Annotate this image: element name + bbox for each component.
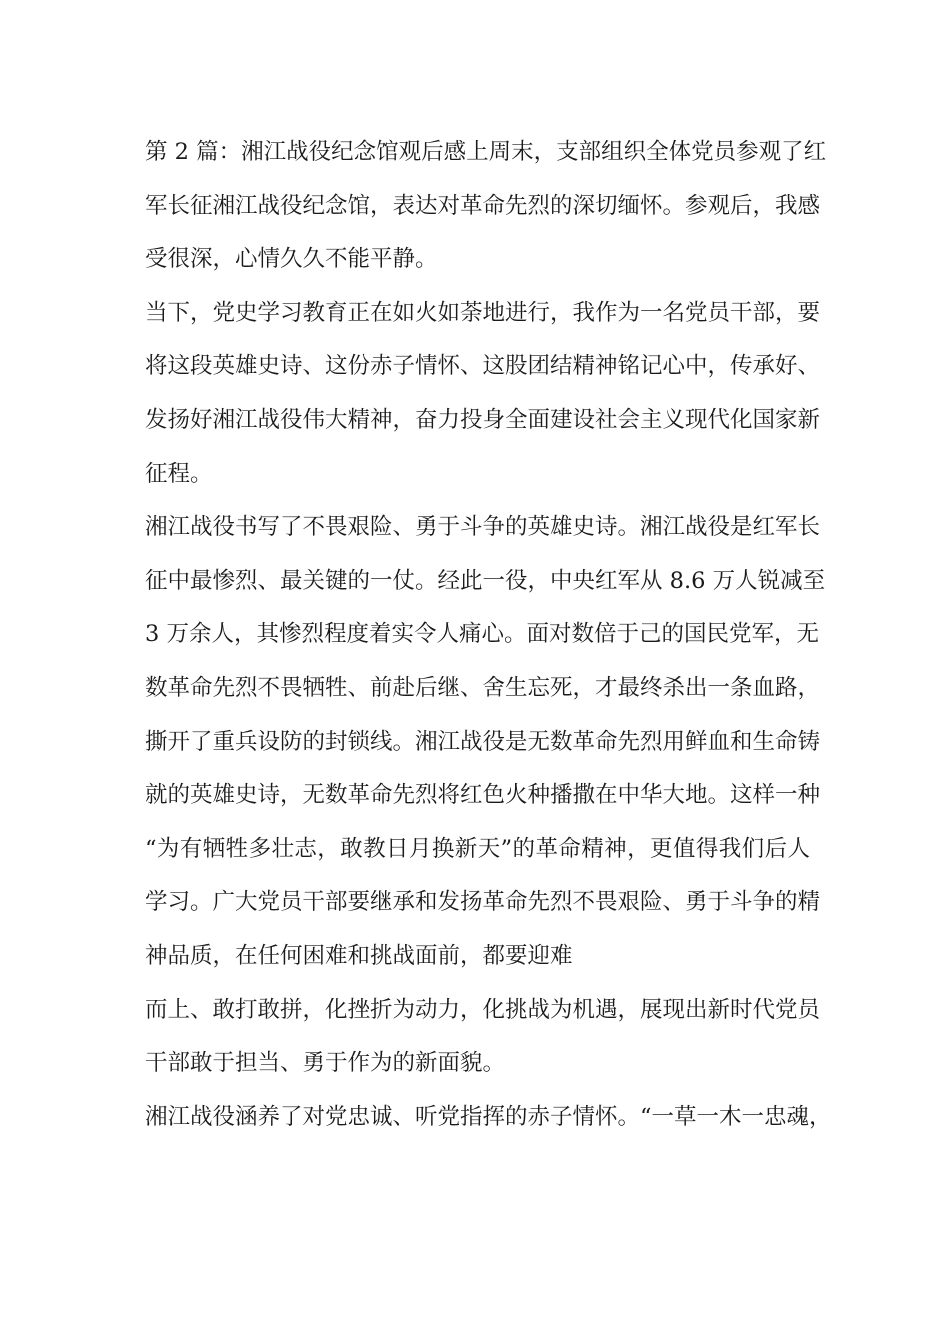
text-line-19: 湘江战役涵养了对党忠诚、听党指挥的赤子情怀。“一草一木一忠魂，	[145, 1103, 832, 1130]
text-line-13: 就的英雄史诗，无数革命先烈将红色火种播撒在中华大地。这样一种	[145, 782, 821, 809]
text-line-9: 征中最惨烈、最关键的一仗。经此一役，中央红军从 8.6 万人锐减至	[145, 567, 826, 594]
text-line-7: 征程。	[145, 460, 213, 487]
text-line-17: 而上、敢打敢拼，化挫折为动力，化挑战为机遇，展现出新时代党员	[145, 996, 821, 1023]
text-line-6: 发扬好湘江战役伟大精神，奋力投身全面建设社会主义现代化国家新	[145, 406, 821, 433]
text-line-14: “为有牺牲多壮志，敢教日月换新天”的革命精神，更值得我们后人	[145, 835, 810, 862]
text-line-4: 当下，党史学习教育正在如火如荼地进行，我作为一名党员干部，要	[145, 299, 821, 326]
text-line-3: 受很深，心情久久不能平静。	[145, 246, 438, 273]
text-line-5: 将这段英雄史诗、这份赤子情怀、这股团结精神铭记心中，传承好、	[145, 353, 821, 380]
text-line-8: 湘江战役书写了不畏艰险、勇于斗争的英雄史诗。湘江战役是红军长	[145, 514, 821, 541]
text-line-16: 神品质，在任何困难和挑战面前，都要迎难	[145, 942, 573, 969]
document-body	[145, 126, 832, 1144]
text-line-11: 数革命先烈不畏牺牲、前赴后继、舍生忘死，才最终杀出一条血路，	[145, 674, 821, 701]
text-line-15: 学习。广大党员干部要继承和发扬革命先烈不畏艰险、勇于斗争的精	[145, 889, 821, 916]
text-line-18: 干部敢于担当、勇于作为的新面貌。	[145, 1050, 506, 1077]
text-line-1: 第 2 篇：湘江战役纪念馆观后感上周末，支部组织全体党员参观了红	[145, 139, 827, 165]
text-line-2: 军长征湘江战役纪念馆，表达对革命先烈的深切缅怀。参观后，我感	[145, 192, 821, 219]
text-line-10: 3 万余人，其惨烈程度着实令人痛心。面对数倍于己的国民党军，无	[145, 621, 819, 648]
text-line-12: 撕开了重兵设防的封锁线。湘江战役是无数革命先烈用鲜血和生命铸	[145, 728, 821, 755]
